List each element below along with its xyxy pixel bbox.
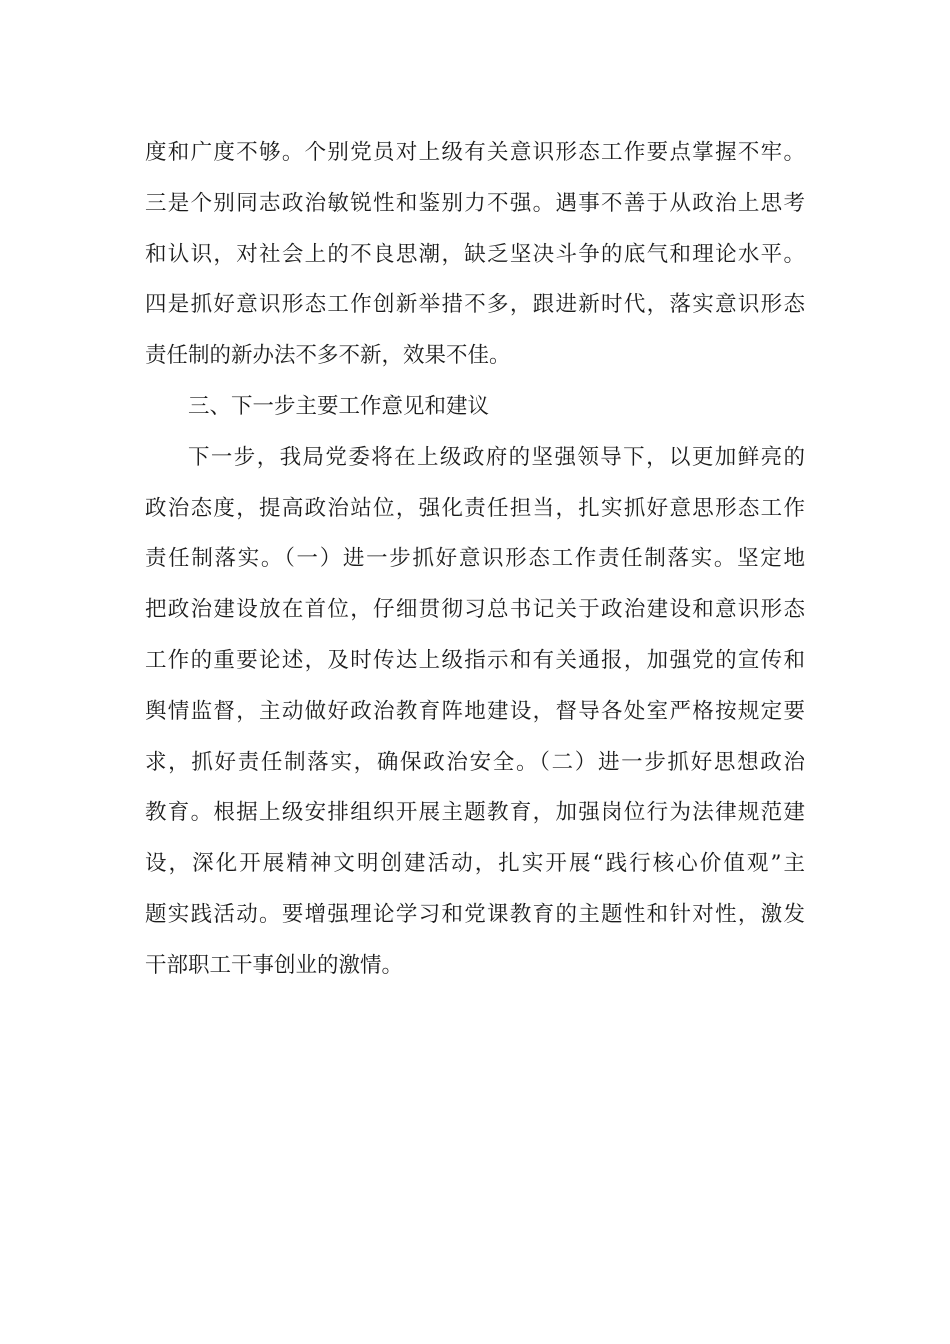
body-text: [145, 128, 805, 992]
text-line: 度和广度不够。个别党员对上级有关意识形态工作要点掌握不牢。: [145, 140, 805, 165]
text-line: 责任制的新办法不多不新，效果不佳。: [145, 343, 511, 369]
text-line: 政治态度，提高政治站位，强化责任担当，扎实抓好意思形态工作: [145, 495, 805, 521]
text-line: 舆情监督，主动做好政治教育阵地建设，督导各处室严格按规定要: [145, 698, 805, 724]
text-line: 设，深化开展精神文明创建活动，扎实开展“践行核心价值观”主: [145, 851, 805, 877]
text-line: 题实践活动。要增强理论学习和党课教育的主题性和针对性，激发: [145, 901, 805, 927]
text-line: 教育。根据上级安排组织开展主题教育，加强岗位行为法律规范建: [145, 800, 805, 826]
text-line: 干部职工干事创业的激情。: [145, 952, 404, 978]
text-line: 四是抓好意识形态工作创新举措不多，跟进新时代，落实意识形态: [145, 292, 805, 318]
text-line: 责任制落实。（一）进一步抓好意识形态工作责任制落实。坚定地: [145, 546, 805, 572]
text-line: 求，抓好责任制落实，确保政治安全。（二）进一步抓好思想政治: [145, 749, 805, 775]
section-heading: 三、下一步主要工作意见和建议: [188, 393, 490, 419]
text-line: 工作的重要论述，及时传达上级指示和有关通报，加强党的宣传和: [145, 647, 805, 673]
text-line: 把政治建设放在首位，仔细贯彻习总书记关于政治建设和意识形态: [145, 597, 805, 623]
text-line: 和认识，对社会上的不良思潮，缺乏坚决斗争的底气和理论水平。: [145, 241, 805, 267]
text-line: 下一步，我局党委将在上级政府的坚强领导下，以更加鲜亮的: [188, 444, 805, 470]
text-line: 三是个别同志政治敏锐性和鉴别力不强。遇事不善于从政治上思考: [145, 190, 805, 216]
